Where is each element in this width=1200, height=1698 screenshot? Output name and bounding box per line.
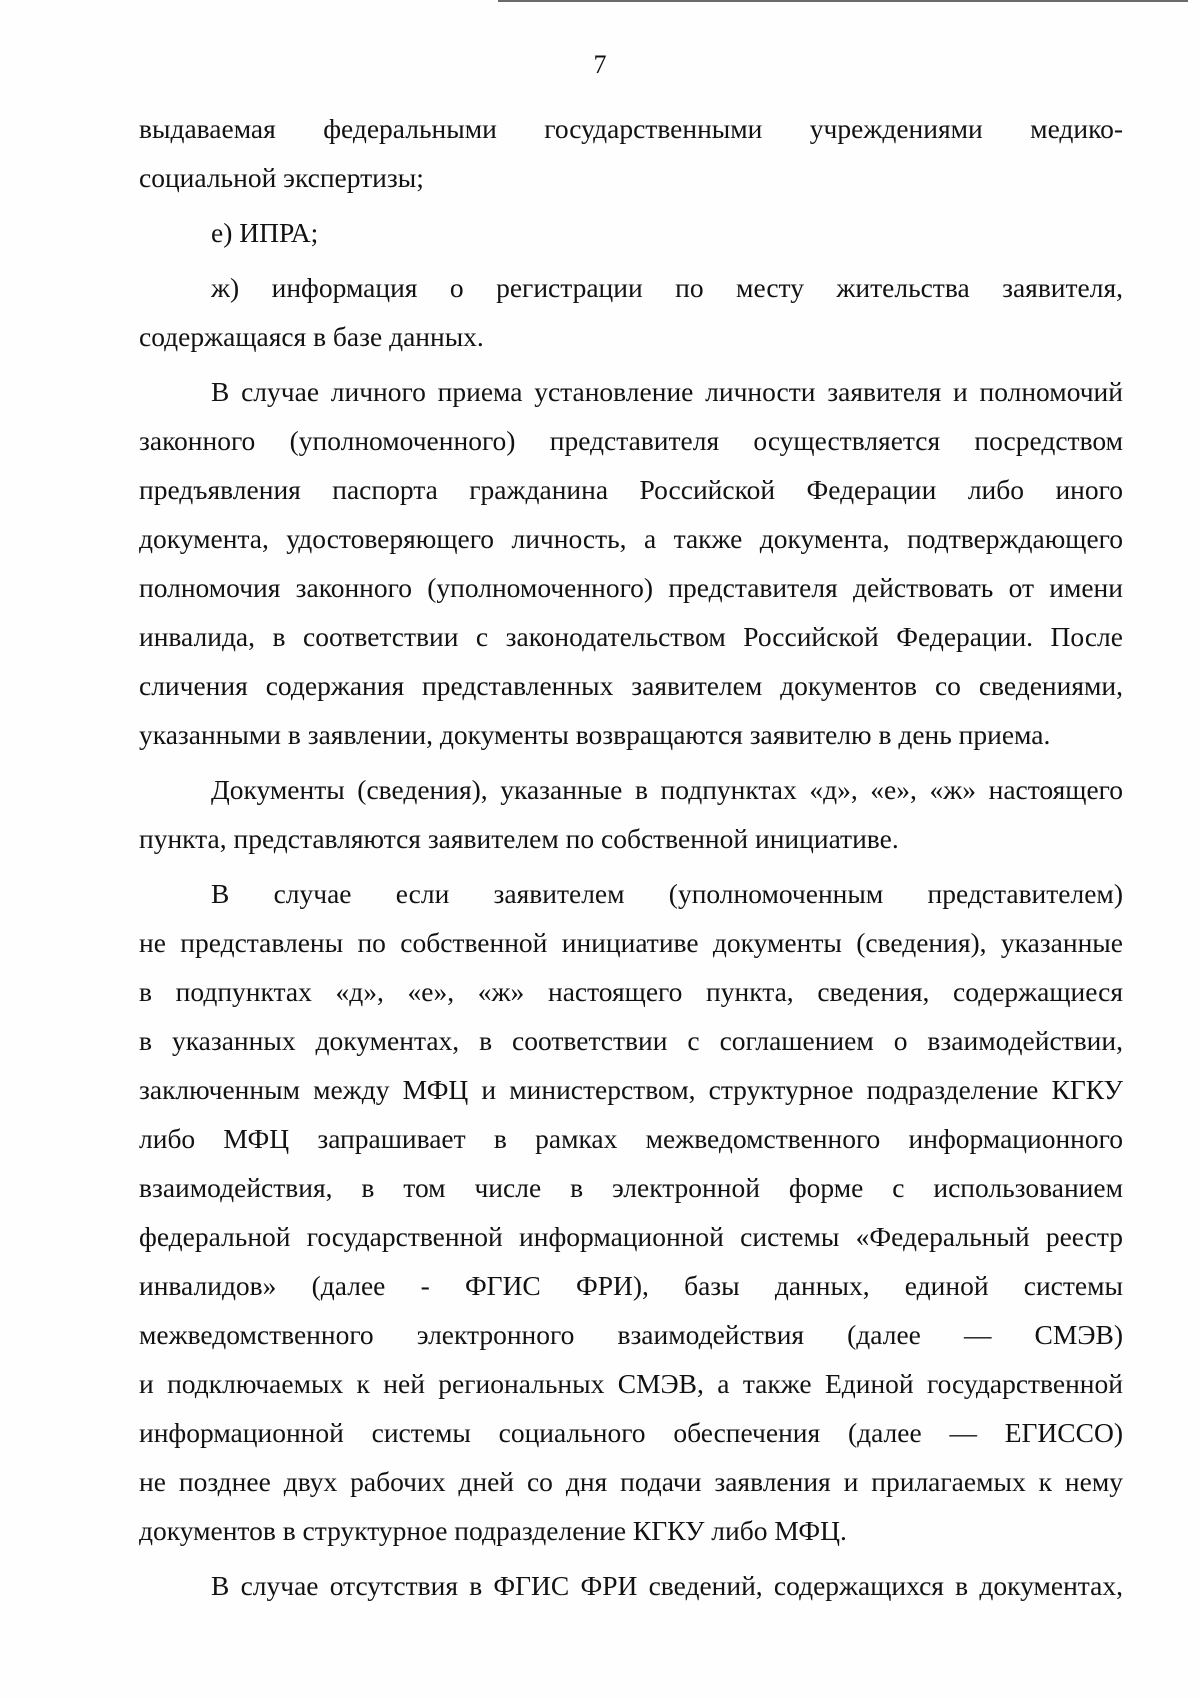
text-line: е) ИПРА; <box>211 217 319 248</box>
text-line: документов в структурное подразделение КГКУ либо МФЦ. <box>139 1515 847 1546</box>
text-line: в подпунктах «д», «е», «ж» настоящего пункта, сведения, содержащиеся <box>139 976 1123 1007</box>
text-line: межведомственного электронного взаимодействия (далее — СМЭВ) <box>139 1319 1123 1350</box>
text-line: содержащаяся в базе данных. <box>139 321 484 352</box>
text-line: заключенным между МФЦ и министерством, структурное подразделение КГКУ <box>139 1074 1123 1105</box>
text-line: информационной системы социального обеспечения (далее — ЕГИССО) <box>139 1417 1123 1448</box>
text-line: документа, удостоверяющего личность, а также документа, подтверждающего <box>139 523 1123 554</box>
text-line: В случае если заявителем (уполномоченным представителем) <box>211 878 1123 909</box>
text-line: федеральной государственной информационной системы «Федеральный реестр <box>139 1221 1123 1252</box>
text-line: и подключаемых к ней региональных СМЭВ, а также Единой государственной <box>139 1368 1123 1399</box>
text-line: пункта, представляются заявителем по собственной инициативе. <box>139 823 899 854</box>
document-body <box>139 104 1123 1610</box>
text-line: инвалидов» (далее - ФГИС ФРИ), базы данных, единой системы <box>139 1270 1123 1301</box>
top-edge-rule <box>498 0 1188 2</box>
text-line: инвалида, в соответствии с законодательством Российской Федерации. После <box>139 621 1123 652</box>
text-line: не позднее двух рабочих дней со дня подачи заявления и прилагаемых к нему <box>139 1466 1123 1497</box>
text-line: либо МФЦ запрашивает в рамках межведомственного информационного <box>139 1123 1123 1154</box>
text-line: предъявления паспорта гражданина Российской Федерации либо иного <box>139 474 1123 505</box>
page-number: 7 <box>593 50 607 79</box>
text-line: Документы (сведения), указанные в подпунктах «д», «е», «ж» настоящего <box>211 774 1123 805</box>
text-line: социальной экспертизы; <box>139 162 424 193</box>
text-line: не представлены по собственной инициативе документы (сведения), указанные <box>139 927 1123 958</box>
text-line: В случае отсутствия в ФГИС ФРИ сведений, содержащихся в документах, <box>211 1570 1123 1601</box>
text-line: указанными в заявлении, документы возвращаются заявителю в день приема. <box>139 719 1051 750</box>
text-line: выдаваемая федеральными государственными учреждениями медико- <box>139 113 1123 144</box>
text-line: В случае личного приема установление личности заявителя и полномочий <box>211 376 1123 407</box>
text-line: законного (уполномоченного) представителя осуществляется посредством <box>139 425 1123 456</box>
text-line: сличения содержания представленных заявителем документов со сведениями, <box>139 670 1123 701</box>
text-line: полномочия законного (уполномоченного) представителя действовать от имени <box>139 572 1123 603</box>
text-line: взаимодействия, в том числе в электронной форме с использованием <box>139 1172 1123 1203</box>
text-line: ж) информация о регистрации по месту жительства заявителя, <box>211 272 1123 303</box>
text-line: в указанных документах, в соответствии с соглашением о взаимодействии, <box>139 1025 1123 1056</box>
